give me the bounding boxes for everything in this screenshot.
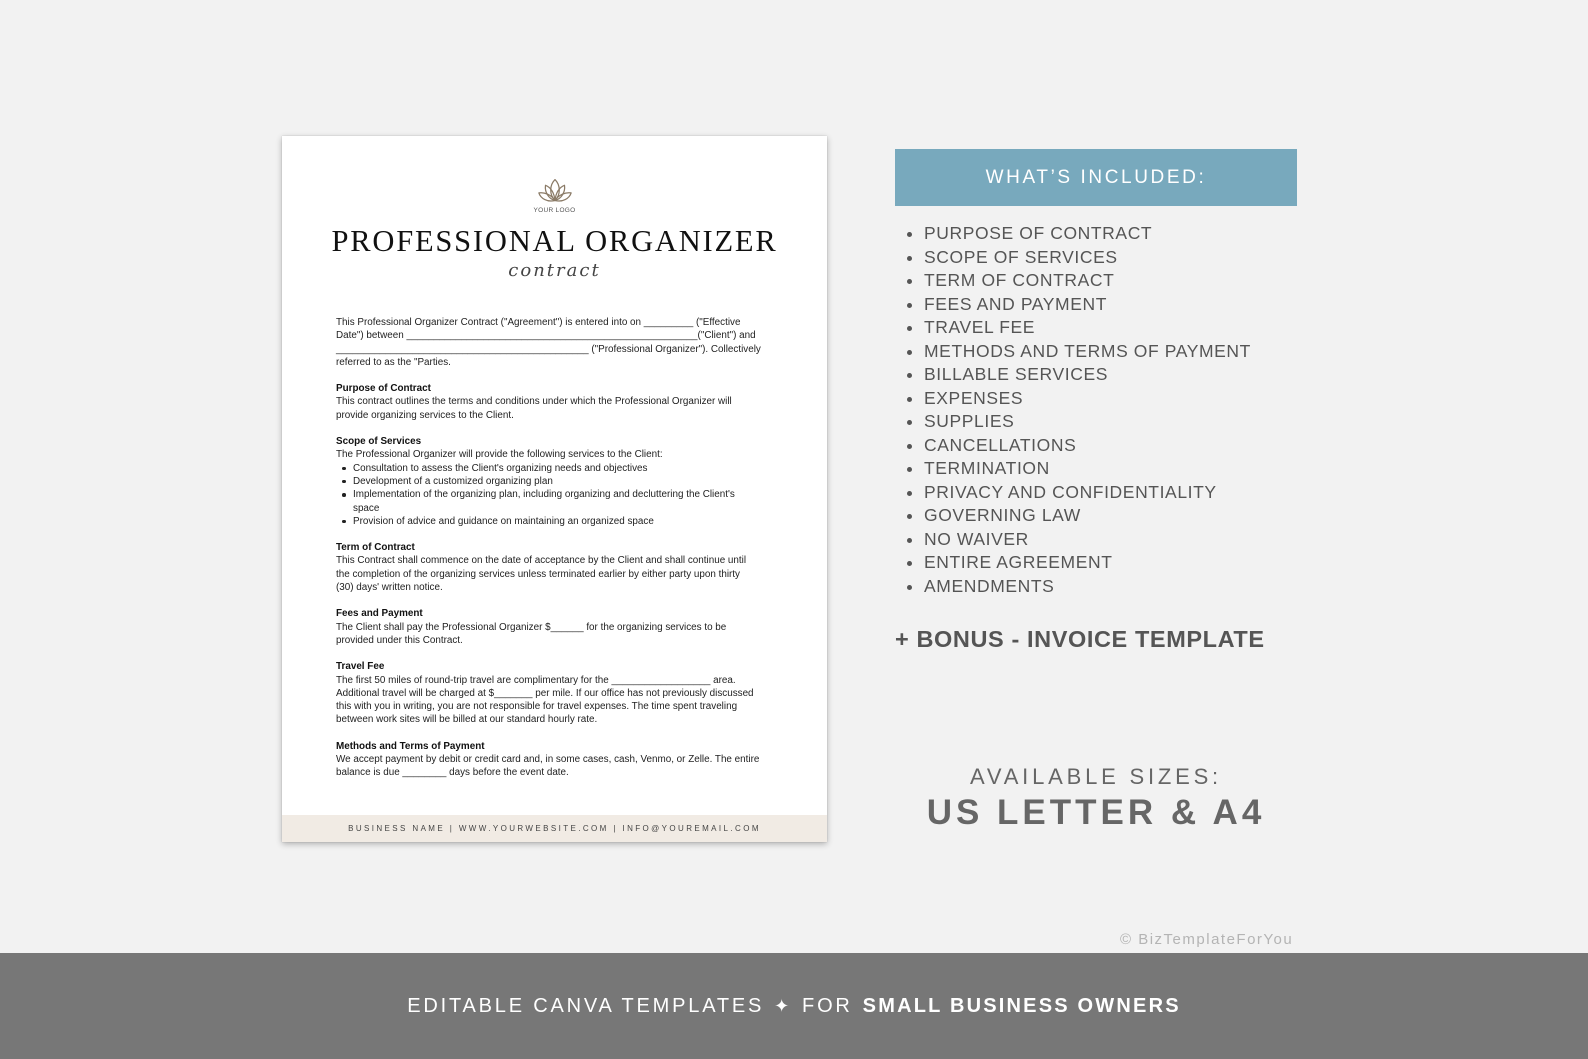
section-line: this with you in writing, you are not responsible for travel expenses. The time spent traveling xyxy=(336,701,738,713)
list-item: Development of a customized organizing plan xyxy=(336,475,777,488)
section-line: provide organizing services to the Client. xyxy=(336,409,514,421)
section-heading: Purpose of Contract xyxy=(336,383,431,395)
document-body xyxy=(336,316,777,780)
list-item: Consultation to assess the Client's organizing needs and objectives xyxy=(336,462,777,475)
section-heading: Travel Fee xyxy=(336,661,385,673)
list-item: PRIVACY AND CONFIDENTIALITY xyxy=(905,481,1251,505)
section-line: The Client shall pay the Professional Organizer $______ for the organizing services to be xyxy=(336,621,727,633)
list-item: Implementation of the organizing plan, including organizing and decluttering the Client's space xyxy=(336,488,777,515)
section-payment-methods xyxy=(336,740,777,780)
bonus-label: + BONUS - INVOICE TEMPLATE xyxy=(895,626,1265,652)
section-heading: Methods and Terms of Payment xyxy=(336,740,485,752)
intro-line: Date") between _____________________________________________________("Client") and xyxy=(336,330,756,342)
section-travel xyxy=(336,660,777,726)
section-line: provided under this Contract. xyxy=(336,634,463,646)
list-item: TERM OF CONTRACT xyxy=(905,269,1251,293)
list-item: NO WAIVER xyxy=(905,528,1251,552)
list-item: Provision of advice and guidance on maintaining an organized space xyxy=(336,515,777,528)
banner-text: EDITABLE CANVA TEMPLATES xyxy=(407,994,765,1017)
list-item: METHODS AND TERMS OF PAYMENT xyxy=(905,340,1251,364)
section-heading: Fees and Payment xyxy=(336,608,423,620)
list-item: AMENDMENTS xyxy=(905,575,1251,599)
section-line: Additional travel will be charged at $_______ per mile. If our office has not previously discussed xyxy=(336,687,754,699)
intro-paragraph xyxy=(336,316,777,369)
section-heading: Term of Contract xyxy=(336,542,415,554)
document-title: PROFESSIONAL ORGANIZER xyxy=(331,224,778,258)
list-item: CANCELLATIONS xyxy=(905,434,1251,458)
section-line: between work sites will be billed at our standard hourly rate. xyxy=(336,714,598,726)
list-item: BILLABLE SERVICES xyxy=(905,363,1251,387)
section-scope xyxy=(336,435,777,528)
banner-emphasis: SMALL BUSINESS OWNERS xyxy=(862,994,1181,1017)
section-fees xyxy=(336,607,777,647)
logo-text: YOUR LOGO xyxy=(533,207,576,214)
bottom-banner xyxy=(0,953,1588,1059)
copyright-watermark: © BizTemplateForYou xyxy=(1120,931,1294,948)
section-term xyxy=(336,541,777,594)
intro-line: This Professional Organizer Contract ("Agreement") is entered into on _________ ("Effective xyxy=(336,317,741,328)
list-item: GOVERNING LAW xyxy=(905,504,1251,528)
section-line: balance is due ________ days before the event date. xyxy=(336,767,569,779)
list-item: SCOPE OF SERVICES xyxy=(905,246,1251,270)
sizes-label: AVAILABLE SIZES: xyxy=(970,764,1222,789)
logo xyxy=(282,176,827,214)
banner-for: FOR xyxy=(802,994,853,1017)
intro-line: ______________________________________________ ("Professional Organizer"). Collectively xyxy=(336,343,761,355)
services-list xyxy=(336,462,777,528)
whats-included-header: WHAT’S INCLUDED: xyxy=(895,149,1297,206)
section-line: The Professional Organizer will provide the following services to the Client: xyxy=(336,449,663,461)
document-subtitle: contract xyxy=(508,260,601,281)
list-item: ENTIRE AGREEMENT xyxy=(905,551,1251,575)
sparkle-icon: ✦ xyxy=(774,995,793,1016)
lotus-icon xyxy=(536,176,574,206)
list-item: PURPOSE OF CONTRACT xyxy=(905,222,1251,246)
section-line: We accept payment by debit or credit card and, in some cases, cash, Venmo, or Zelle. The entire xyxy=(336,754,760,766)
list-item: TRAVEL FEE xyxy=(905,316,1251,340)
section-heading: Scope of Services xyxy=(336,436,422,448)
list-item: SUPPLIES xyxy=(905,410,1251,434)
document-footer: BUSINESS NAME | WWW.YOURWEBSITE.COM | INFO@YOUREMAIL.COM xyxy=(282,815,827,842)
list-item: FEES AND PAYMENT xyxy=(905,293,1251,317)
section-line: (30) days' written notice. xyxy=(336,582,443,594)
list-item: EXPENSES xyxy=(905,387,1251,411)
included-list xyxy=(905,222,1251,598)
section-line: the completion of the organizing services unless terminated earlier by either party upon thirty xyxy=(336,568,740,580)
section-line: This contract outlines the terms and conditions under which the Professional Organizer will xyxy=(336,396,732,408)
section-line: The first 50 miles of round-trip travel are complimentary for the __________________ area. xyxy=(336,674,736,686)
intro-line: referred to as the "Parties. xyxy=(336,356,451,368)
list-item: TERMINATION xyxy=(905,457,1251,481)
section-purpose xyxy=(336,382,777,422)
sizes-value: US LETTER & A4 xyxy=(926,793,1266,832)
document-preview xyxy=(282,136,827,842)
section-line: This Contract shall commence on the date of acceptance by the Client and shall continue until xyxy=(336,555,747,567)
